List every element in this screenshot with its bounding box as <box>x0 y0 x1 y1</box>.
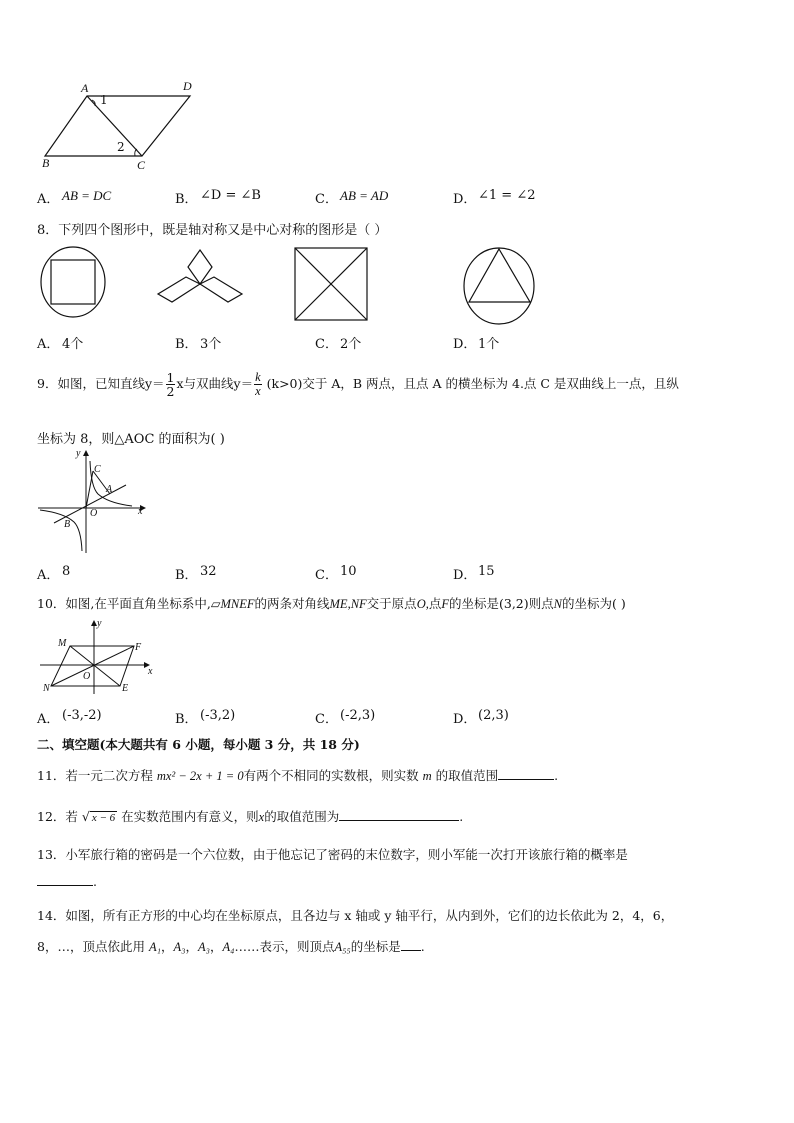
q7-option-a-letter: A． <box>37 192 60 207</box>
q10-label-N: N <box>43 683 50 694</box>
q10-origin: O, <box>416 597 429 611</box>
q10-parallelogram-figure <box>38 620 158 696</box>
q11 <box>37 766 558 784</box>
q9-label-O: O <box>90 508 98 519</box>
q11-equation: mx² − 2x + 1 = 0 <box>156 769 244 783</box>
q14-A3a: A₃ <box>173 940 186 954</box>
q9-label-C: C <box>94 464 101 475</box>
q11-stem-b: 有两个不相同的实数根，则实数 <box>243 768 419 783</box>
q7-label-C: C <box>137 158 146 172</box>
q8-option-b-letter: B． <box>175 337 198 352</box>
q10-point-F: F <box>441 597 449 611</box>
q8-figure-circle-triangle <box>462 244 538 326</box>
q10-label-M: M <box>58 638 67 649</box>
q8-option-b-text: 3个 <box>200 337 222 352</box>
q12-answer-blank[interactable] <box>339 809 459 821</box>
q9-stem-line1 <box>37 371 679 398</box>
q10-stem-a: 10．如图,在平面直角坐标系中, <box>37 596 211 611</box>
q14-line2: 8，…，顶点依此用 A₁，A₃，A₃，A₄……表示，则顶点A₅₅的坐标是 . <box>37 939 425 954</box>
q8-figure-three-rhombi <box>155 247 245 319</box>
q7-option-c-letter: C． <box>315 192 338 207</box>
q14-A55: A₅₅ <box>334 940 351 954</box>
q9-frac2-num: k <box>255 370 261 384</box>
q12-stem-b: 在实数范围内有意义，则 <box>121 809 259 824</box>
q9-stem-b: x与双曲线y＝ <box>176 376 254 391</box>
q7-option-a-text: AB = DC <box>62 188 112 203</box>
q10-point-N: N <box>553 597 562 611</box>
q14-A3b: A₃ <box>197 940 210 954</box>
q9-stem-c: (k>0)交于 A，B 两点，且点 A 的横坐标为 4.点 C 是双曲线上一点，且纵 <box>262 376 679 391</box>
q14-line2-b: ……表示，则顶点 <box>234 939 335 954</box>
q10-option-a-letter: A． <box>37 712 60 727</box>
q8-figure-circle-square <box>38 245 108 320</box>
q10-option-c-letter: C． <box>315 712 338 727</box>
q14-line1: 14．如图，所有正方形的中心均在坐标原点，且各边与 x 轴或 y 轴平行，从内到外，它们的边长依此为 2，4，6， <box>37 908 674 923</box>
q11-stem-a: 11．若一元二次方程 <box>37 768 153 783</box>
q10-option-c-text: (-2,3) <box>340 708 376 723</box>
q10-stem-d: 点 <box>428 596 442 611</box>
q7-option-d-text: ∠1 = ∠2 <box>478 188 536 203</box>
q9-option-a-letter: A． <box>37 568 60 583</box>
q9-stem-a: 9．如图，已知直线y＝ <box>37 376 165 391</box>
q9-label-x: x <box>138 506 143 517</box>
q9-label-B: B <box>64 519 71 530</box>
q10-label-F: F <box>135 642 142 653</box>
q9-option-c-letter: C． <box>315 568 338 583</box>
q9-option-c-text: 10 <box>340 564 357 579</box>
q14-answer-blank[interactable] <box>401 939 421 951</box>
q9-option-d-letter: D． <box>453 568 477 583</box>
q9-option-d-text: 15 <box>478 564 495 579</box>
q9-option-a-text: 8 <box>62 564 71 579</box>
q10-label-E: E <box>122 683 129 694</box>
q9-frac1-den: 2 <box>166 384 175 399</box>
q14-line2-a: 8，…，顶点依此用 <box>37 939 145 954</box>
q8-option-a-letter: A． <box>37 337 60 352</box>
q11-answer-blank[interactable] <box>498 768 554 780</box>
q7-label-D: D <box>183 79 192 93</box>
q7-option-b-letter: B． <box>175 192 198 207</box>
q9-label-y: y <box>76 448 81 459</box>
q10-stem-b: 的两条对角线 <box>254 596 330 611</box>
q13-end: . <box>93 874 97 889</box>
q10-option-b-letter: B． <box>175 712 198 727</box>
q13-line2 <box>37 874 97 889</box>
q14-A1: A₁ <box>148 940 161 954</box>
q10-label-O: O <box>83 671 91 682</box>
q12-stem-a: 12．若 <box>37 809 78 824</box>
q10-option-d-letter: D． <box>453 712 477 727</box>
q7-label-B: B <box>42 156 50 170</box>
q8-option-a-text: 4个 <box>62 337 84 352</box>
q10-stem <box>37 594 626 612</box>
q8-option-d-text: 1个 <box>478 337 500 352</box>
q12-var-x: x <box>258 810 265 824</box>
q8-option-c-text: 2个 <box>340 337 362 352</box>
q7-parallelogram-figure <box>40 80 230 175</box>
q9-label-A: A <box>106 484 113 495</box>
q7-option-d-letter: D． <box>453 192 477 207</box>
q12-sqrt-sign: √ <box>81 809 90 824</box>
q10-option-d-text: (2,3) <box>478 708 509 723</box>
q13-line1: 13．小军旅行箱的密码是一个六位数，由于他忘记了密码的末位数字，则小军能一次打开该旅行箱的概率是 <box>37 847 628 862</box>
q11-end: . <box>554 768 559 783</box>
q10-option-b-text: (-3,2) <box>200 708 236 723</box>
q12 <box>37 807 463 825</box>
q11-var-m: m <box>422 769 432 783</box>
q8-figure-square-diagonals <box>293 246 369 322</box>
q10-stem-f: 的坐标为( ) <box>561 596 626 611</box>
q10-diagonals: ME,NF <box>329 597 367 611</box>
q10-label-x: x <box>148 666 153 677</box>
section-2-heading: 二、填空题(本大题共有 6 小题，每小题 3 分，共 18 分) <box>37 737 360 752</box>
q12-end: . <box>459 809 464 824</box>
q9-frac2-den: x <box>255 384 261 398</box>
q13-answer-blank[interactable] <box>37 874 93 886</box>
q8-stem: 8．下列四个图形中，既是轴对称又是中心对称的图形是（ ） <box>37 223 388 238</box>
q9-stem-line2: 坐标为 8，则△AOC 的面积为( ) <box>37 432 225 447</box>
q9-option-b-letter: B． <box>175 568 198 583</box>
q14-line2-c: 的坐标是 <box>350 939 401 954</box>
q7-angle-1-label: 1 <box>100 93 108 107</box>
q7-option-c-text: AB = AD <box>340 188 389 203</box>
q10-stem-c: 交于原点 <box>366 596 417 611</box>
q12-stem-c: 的取值范围为 <box>264 809 340 824</box>
q10-stem-e: 的坐标是(3,2)则点 <box>449 596 554 611</box>
q11-stem-c: 的取值范围 <box>435 768 499 783</box>
q9-frac1-num: 1 <box>166 370 175 385</box>
q8-option-c-letter: C． <box>315 337 338 352</box>
q10-label-y: y <box>97 618 102 629</box>
q10-option-a-text: (-3,-2) <box>62 708 102 723</box>
q7-option-b-text: ∠D = ∠B <box>200 188 261 203</box>
q8-option-d-letter: D． <box>453 337 477 352</box>
q14-A4: A₄ <box>222 940 235 954</box>
q12-radicand: x − 6 <box>91 812 116 824</box>
q7-label-A: A <box>81 81 89 95</box>
q7-angle-2-label: 2 <box>117 140 125 154</box>
q14-end: . <box>420 939 425 954</box>
q10-parallelogram-name: ▱MNEF <box>210 597 255 611</box>
q9-option-b-text: 32 <box>200 564 217 579</box>
